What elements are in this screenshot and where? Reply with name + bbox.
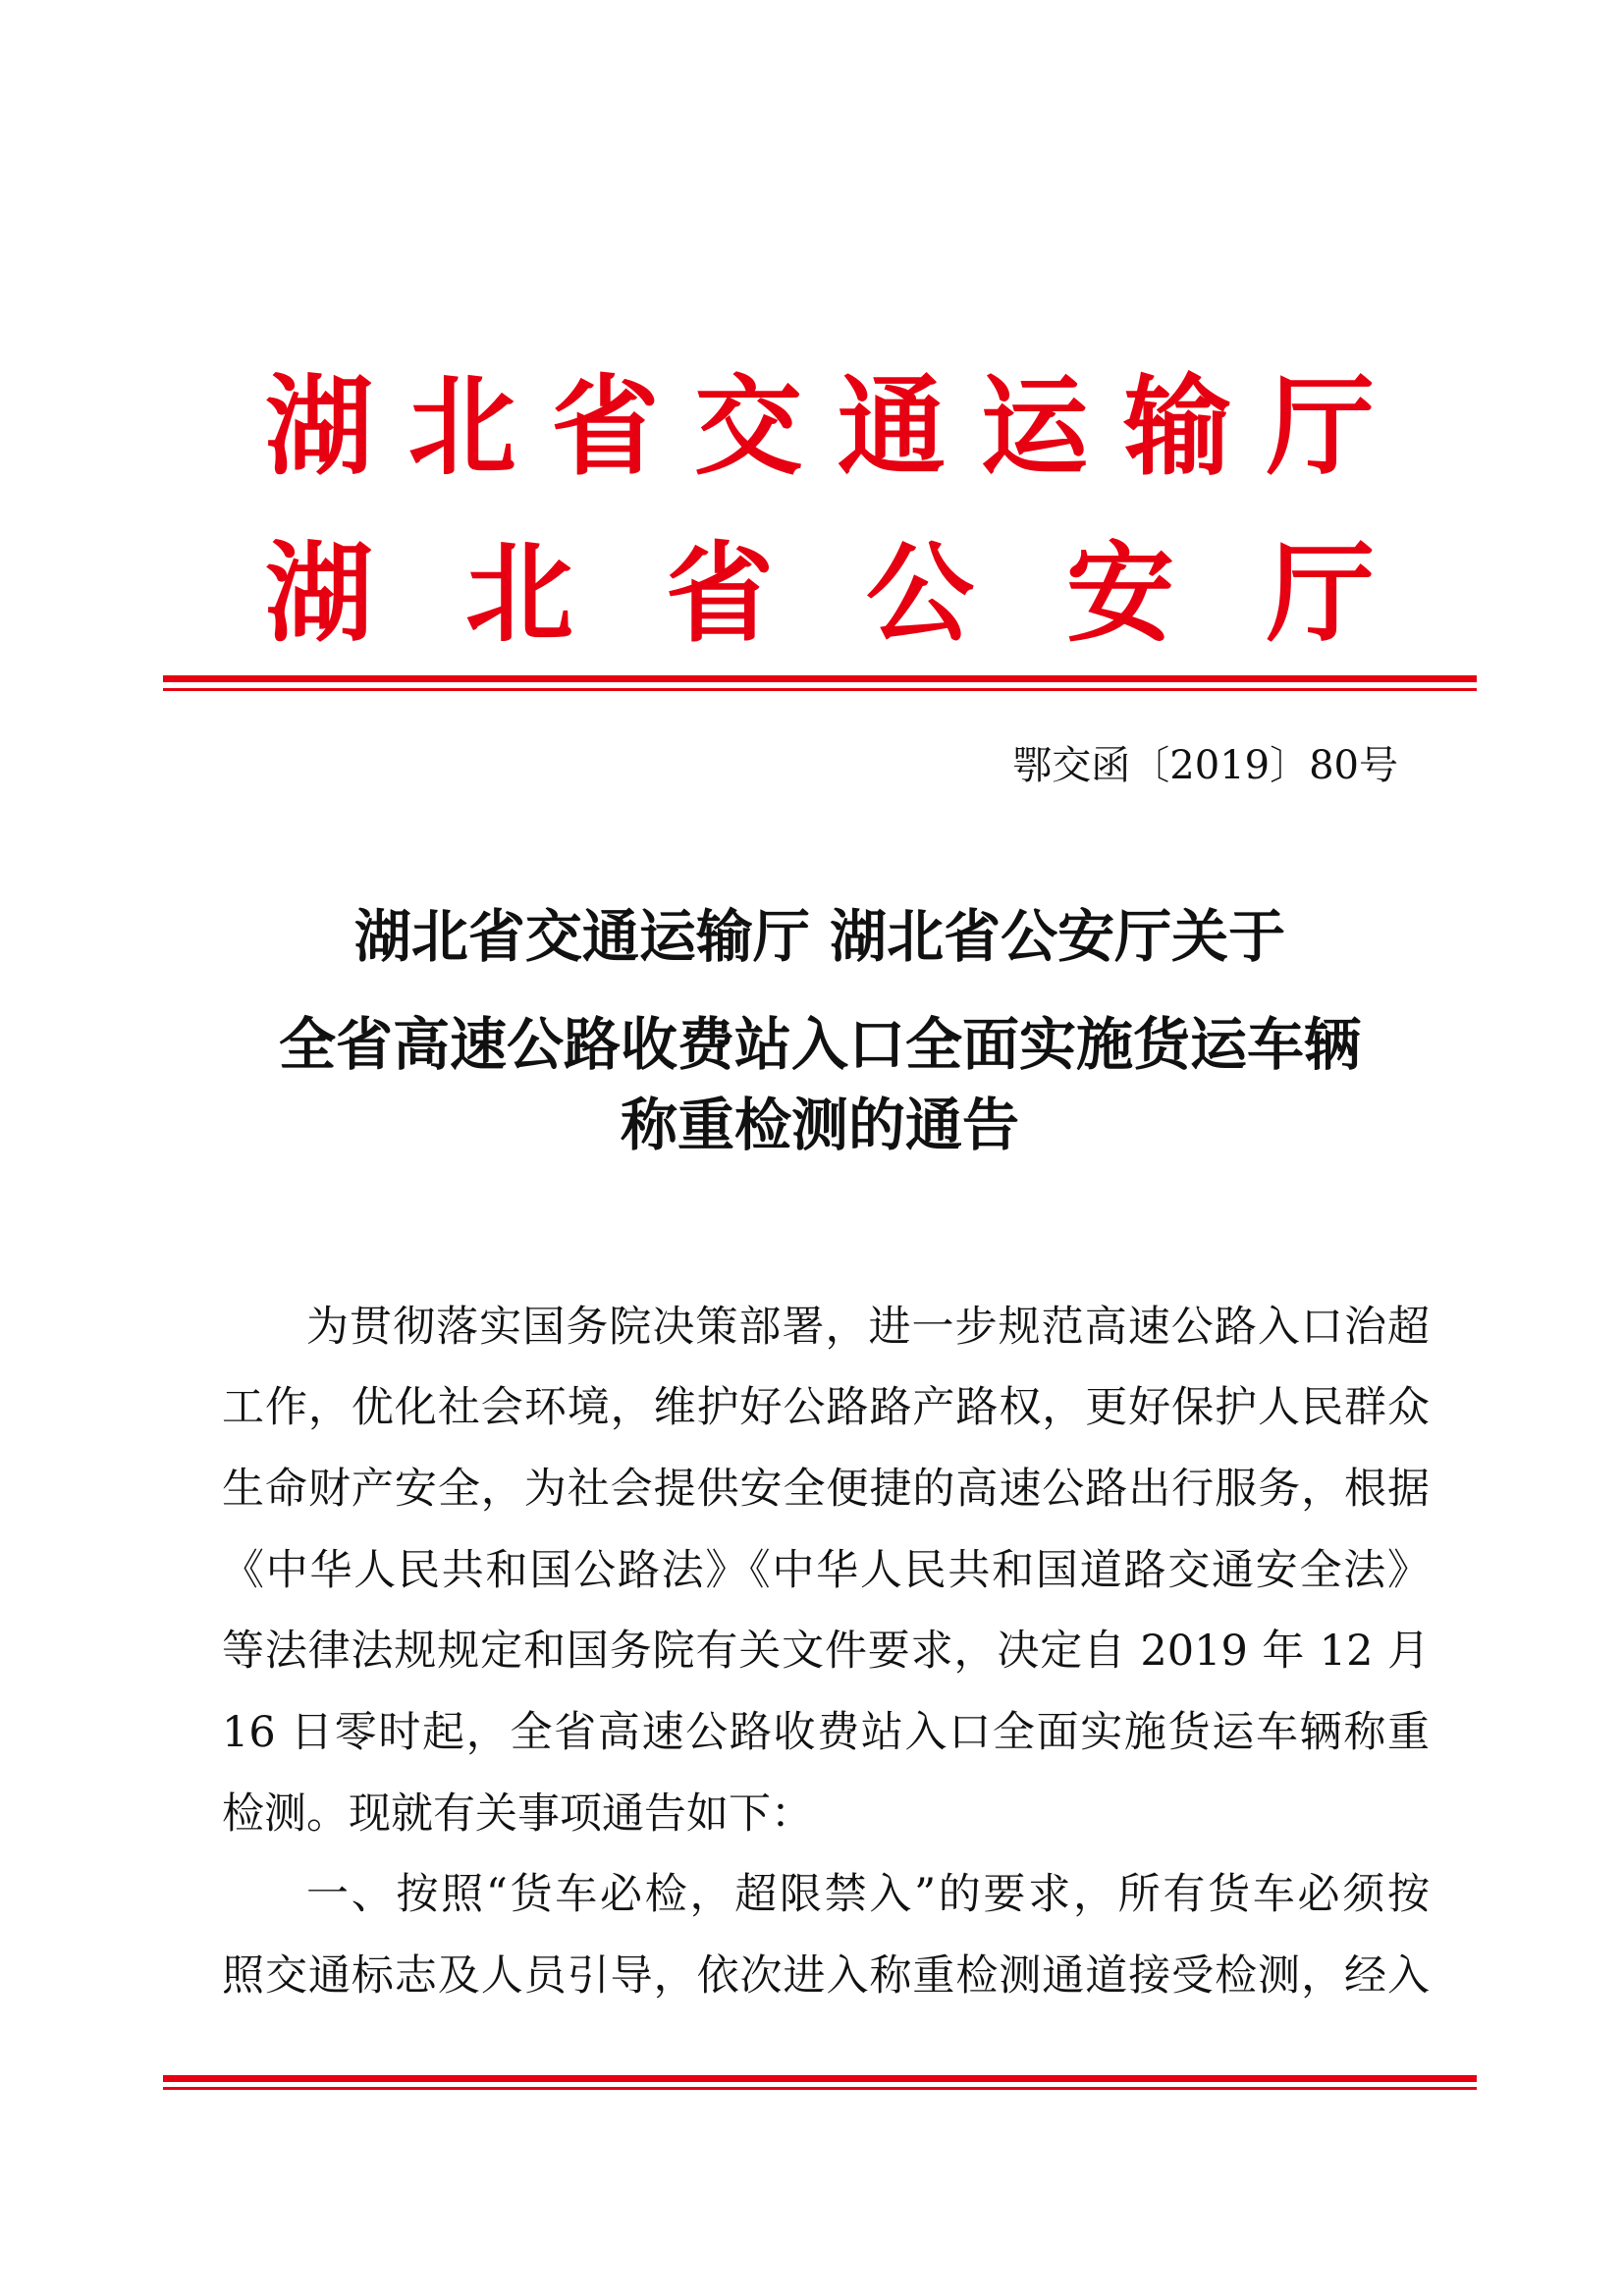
header-char: 交 xyxy=(694,363,803,490)
header-char: 厅 xyxy=(1267,530,1375,657)
footer-red-rule-thick xyxy=(163,2075,1477,2082)
header-char: 通 xyxy=(837,363,946,490)
header-char: 安 xyxy=(1066,530,1174,657)
body-text-line: 《中华人民共和国公路法》《中华人民共和国道路交通安全法》 xyxy=(222,1546,1430,1595)
header-char: 北 xyxy=(407,363,516,490)
body-text-line: 检测。现就有关事项通告如下： xyxy=(222,1789,813,1839)
agency-header-police xyxy=(265,530,1375,657)
header-char: 公 xyxy=(866,530,974,657)
header-char: 湖 xyxy=(265,363,373,490)
notice-title-line: 湖北省交通运输厅 湖北省公安厅关于 xyxy=(353,903,1286,970)
header-char: 省 xyxy=(551,363,660,490)
body-text-line: 一、按照“货车必检，超限禁入”的要求，所有货车必须按 xyxy=(306,1870,1430,1919)
document-number: 鄂交函〔2019〕80号 xyxy=(1012,743,1398,788)
header-char: 湖 xyxy=(265,530,373,657)
body-text-line: 16 日零时起，全省高速公路收费站入口全面实施货运车辆称重 xyxy=(222,1708,1430,1757)
body-text-line: 生命财产安全，为社会提供安全便捷的高速公路出行服务，根据 xyxy=(222,1465,1430,1514)
header-red-rule-thin xyxy=(163,688,1477,691)
notice-title-line: 称重检测的通告 xyxy=(620,1092,1019,1158)
footer-red-rule-thin xyxy=(163,2087,1477,2090)
header-char: 输 xyxy=(1123,363,1232,490)
body-text-line: 等法律法规规定和国务院有关文件要求，决定自 2019 年 12 月 xyxy=(222,1627,1430,1676)
agency-header-transport xyxy=(265,363,1375,490)
header-char: 厅 xyxy=(1266,363,1375,490)
body-text-line: 照交通标志及人员引导，依次进入称重检测通道接受检测，经入 xyxy=(222,1951,1430,2001)
notice-title-line: 全省高速公路收费站入口全面实施货运车辆 xyxy=(278,1011,1361,1078)
header-char: 省 xyxy=(666,530,774,657)
body-text-line: 工作，优化社会环境，维护好公路路产路权，更好保护人民群众 xyxy=(222,1383,1430,1432)
header-red-rule-thick xyxy=(163,675,1477,682)
header-char: 运 xyxy=(980,363,1089,490)
header-char: 北 xyxy=(465,530,573,657)
body-text-line: 为贯彻落实国务院决策部署，进一步规范高速公路入口治超 xyxy=(306,1303,1430,1352)
